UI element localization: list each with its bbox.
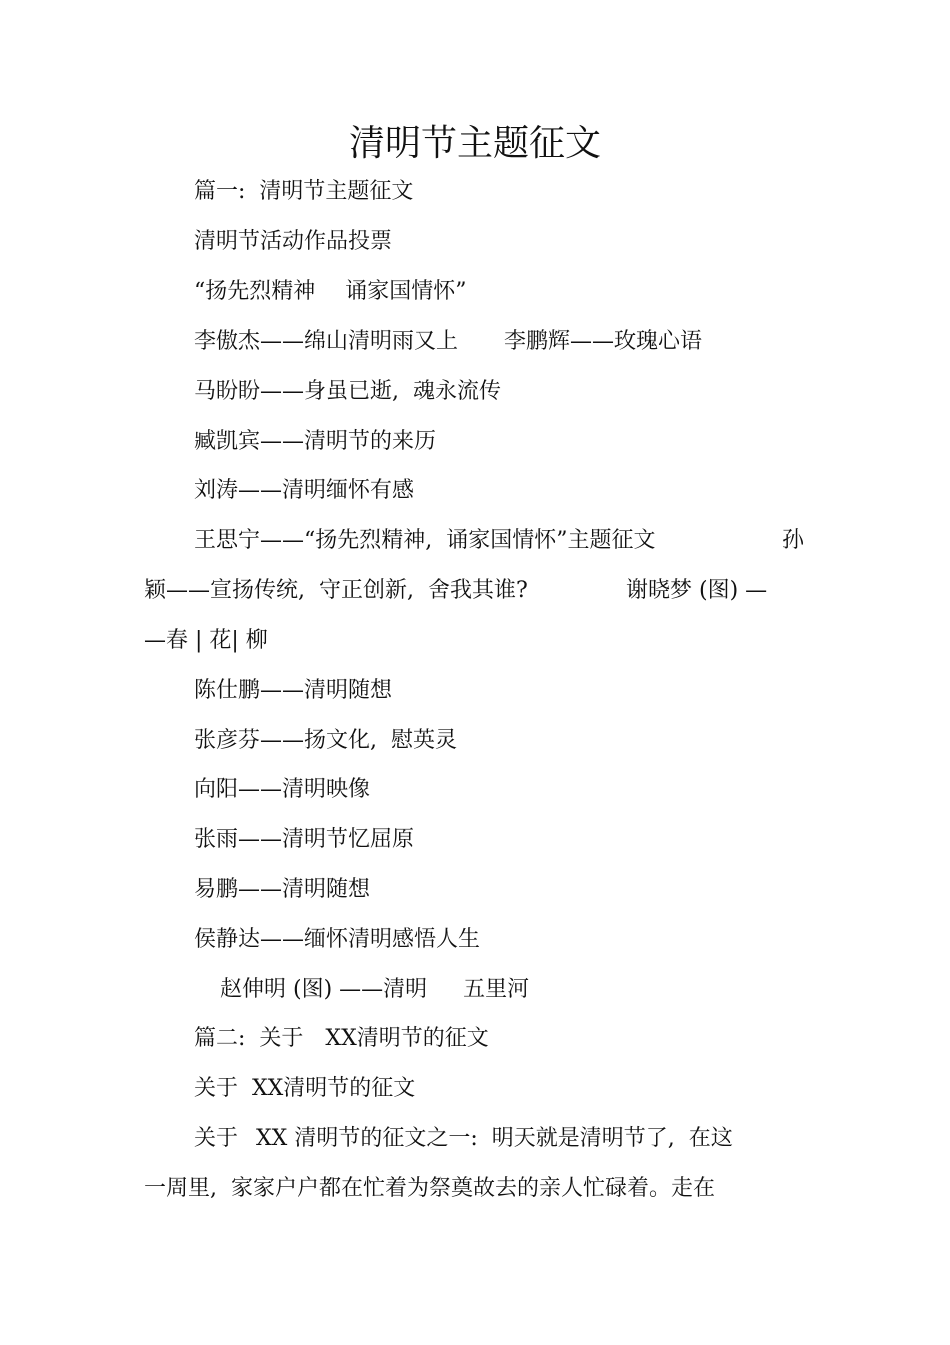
entry-zhang-yu: 张雨——清明节忆屈原 <box>194 827 415 852</box>
subheading-vote: 清明节活动作品投票 <box>194 229 393 254</box>
entry-zhao-place: 五里河 <box>463 977 530 1002</box>
entry-line-1 <box>194 327 702 357</box>
entry-zang-kaibin: 臧凯宾——清明节的来历 <box>194 429 437 454</box>
entry-li-penghui: 李鹏辉——玫瑰心语 <box>504 329 703 354</box>
entry-yi-peng: 易鹏——清明随想 <box>194 877 371 902</box>
heading2-part-b: XX清明节的征文 <box>325 1026 489 1051</box>
theme-part-a: “扬先烈精神 <box>194 279 316 304</box>
subheading-essay: 关于 XX清明节的征文 <box>194 1076 416 1101</box>
para-line1-part-a: 关于 <box>194 1126 239 1151</box>
theme-line <box>194 277 467 307</box>
entry-xiang-yang: 向阳——清明映像 <box>194 777 371 802</box>
entry-sun-ying: 颖——宣扬传统, 守正创新, 舍我其谁? <box>144 578 528 603</box>
entry-liu-tao: 刘涛——清明缅怀有感 <box>194 478 415 503</box>
entry-xie-xiaomeng: —春 | 花| 柳 <box>144 628 268 653</box>
entry-wang-sining: 王思宁——“扬先烈精神, 诵家国情怀”主题征文 <box>194 528 656 553</box>
entry-zhao-shenming <box>220 975 529 1005</box>
entry-zhang-yanfen: 张彦芬——扬文化, 慰英灵 <box>194 728 457 753</box>
heading2-part-a: 篇二: 关于 <box>194 1026 304 1051</box>
entry-zhao-title: 赵伸明 (图) ——清明 <box>220 977 428 1002</box>
entry-chen-shipeng: 陈仕鹏——清明随想 <box>194 678 393 703</box>
entry-li-aojie: 李傲杰——绵山清明雨又上 <box>194 329 459 354</box>
paragraph-line-2: 一周里, 家家户户都在忙着为祭奠故去的亲人忙碌着。走在 <box>144 1176 715 1201</box>
section-heading-1: 篇一: 清明节主题征文 <box>194 179 414 204</box>
para-line1-part-b: XX 清明节的征文之一: 明天就是清明节了, 在这 <box>256 1126 733 1151</box>
document-title: 清明节主题征文 <box>348 123 601 164</box>
entry-hou-jingda: 侯静达——缅怀清明感悟人生 <box>194 927 481 952</box>
entry-xie-xiaomeng-head: 谢晓梦 (图) — <box>626 578 768 603</box>
entry-ma-panpan: 马盼盼——身虽已逝, 魂永流传 <box>194 379 501 404</box>
section-heading-2 <box>194 1024 489 1054</box>
paragraph-line-1 <box>194 1124 733 1154</box>
entry-sun-ying-head: 孙 <box>782 528 805 553</box>
theme-part-b: 诵家国情怀” <box>345 279 467 304</box>
